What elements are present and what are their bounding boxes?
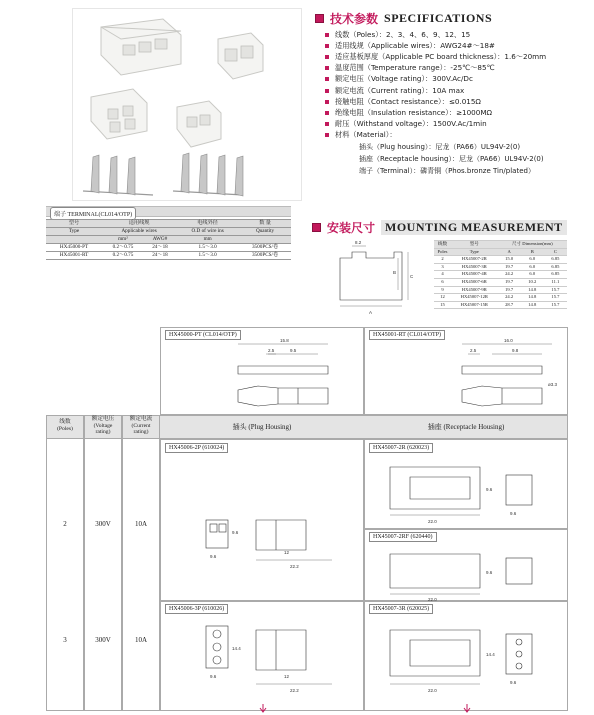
spec-item: 材料（Material）：	[325, 130, 590, 141]
table-unit-row: mm² AWG# mm	[46, 236, 291, 244]
arrow-down-icon	[258, 704, 268, 714]
row-current: 10A	[134, 636, 148, 644]
row-voltage: 300V	[95, 636, 111, 644]
svg-text:16.0: 16.0	[504, 338, 513, 343]
dimension-table	[434, 240, 567, 309]
row-current: 10A	[134, 520, 148, 528]
section-marker-icon	[312, 223, 321, 232]
spec-item: 耐压（Withstand voltage）：1500V.Ac/1min	[325, 119, 590, 130]
rt-label: HX45001-RT (CL014/OTP)	[369, 330, 445, 340]
bullet-icon	[325, 55, 329, 59]
svg-text:9.6: 9.6	[486, 487, 493, 492]
voltage-col	[84, 415, 122, 711]
table-header-row: Poles Type A B C	[434, 248, 567, 256]
mounting-title-en: MOUNTING MEASUREMENT	[381, 220, 567, 235]
bullet-icon	[325, 66, 329, 70]
spec-item: 绝缘电阻（Insulation resistance）：≥1000MΩ	[325, 107, 590, 118]
plug-3p-label: HX45006-3P (610026)	[165, 604, 228, 614]
poles-header: 线数 (Poles)	[57, 419, 73, 432]
svg-text:22.0: 22.0	[428, 688, 437, 693]
spec-item: 适用线规（Applicable wires）：AWG24#～18#	[325, 40, 590, 51]
receptacle-header: 插座 (Receptacle Housing)	[427, 423, 505, 431]
spec-item: 额定电流（Current rating）：10A max	[325, 85, 590, 96]
svg-text:14.4: 14.4	[232, 646, 241, 651]
current-header: 额定电流 (Current rating)	[129, 416, 153, 435]
spec-list	[325, 29, 590, 141]
table-row: 6 HX45007-6R 19.7 10.2 11.1	[434, 278, 567, 286]
dim-label-right: C	[410, 274, 414, 279]
rec-2rf-label: HX45007-2RF (620440)	[369, 532, 437, 542]
product-photo	[72, 8, 302, 201]
pt-label: HX45000-PT (CL014/OTP)	[165, 330, 241, 340]
mounting-header	[312, 219, 567, 236]
bullet-icon	[325, 100, 329, 104]
rec-2rf-drawing	[370, 544, 560, 604]
section-marker-icon	[315, 14, 324, 23]
rt-terminal-drawing	[372, 338, 562, 412]
dim-label-bottom: A	[369, 310, 373, 315]
rec-2r-label: HX45007-2R (620023)	[369, 443, 433, 453]
rec-3r-drawing	[370, 616, 560, 706]
svg-text:9.6: 9.6	[210, 674, 217, 679]
table-row: HX45000-PT 0.2～0.75 24～18 1.5～3.0 3500PCS/卷	[46, 244, 291, 252]
dim-label-mid: B	[393, 270, 397, 275]
bullet-icon	[325, 44, 329, 48]
plug-2p-drawing	[196, 500, 346, 590]
spec-item: 额定电压（Voltage rating）：300V.Ac/Dc	[325, 74, 590, 85]
voltage-header: 额定电压 (Voltage rating)	[91, 416, 115, 435]
svg-text:22.0: 22.0	[428, 597, 437, 602]
mounting-title-cn: 安装尺寸	[327, 221, 376, 235]
rec-3r-label: HX45007-3R (620025)	[369, 604, 433, 614]
connector-photo-illustration	[73, 9, 303, 202]
table-header-row: 线数 型号 尺寸 Dimension(mm)	[434, 241, 567, 249]
table-row: 15 HX45007-15R 28.7 14.8 15.7	[434, 301, 567, 309]
svg-text:15.8: 15.8	[280, 338, 289, 343]
poles-col	[46, 415, 84, 711]
rec-2r-drawing	[370, 455, 560, 525]
dim-label-top: 8.2	[355, 240, 362, 245]
arrow-down-icon	[462, 704, 472, 714]
spec-item: 温度范围（Temperature range）：-25℃～85℃	[325, 63, 590, 74]
table-row: 12 HX45007-12R 24.2 14.8 15.7	[434, 294, 567, 302]
table-header-row: 型号 适用线规 电线外径 数 量	[46, 220, 291, 228]
spec-item: 接触电阻（Contact resistance）：≤0.015Ω	[325, 96, 590, 107]
bullet-icon	[325, 111, 329, 115]
table-row: HX45001-RT 0.2～0.75 24～18 1.5～3.0 3500PCS/卷	[46, 252, 291, 260]
svg-text:9.8: 9.8	[512, 348, 519, 353]
bullet-icon	[325, 122, 329, 126]
svg-text:ø3.3: ø3.3	[548, 382, 558, 387]
mounting-drawing	[322, 240, 432, 320]
table-row: 9 HX45007-9R 19.7 14.8 15.7	[434, 286, 567, 294]
table-row: 4 HX45007-4R 24.2 6.0 6.85	[434, 271, 567, 279]
svg-text:9.6: 9.6	[486, 570, 493, 575]
current-col	[122, 415, 160, 711]
plug-header: 插头 (Plug Housing)	[232, 423, 292, 431]
row-poles: 3	[63, 636, 67, 644]
svg-text:9.5: 9.5	[290, 348, 297, 353]
material-receptacle: 插座（Receptacle housing）：尼龙（PA66）UL94V-2(0)	[359, 155, 544, 163]
svg-text:9.6: 9.6	[210, 554, 217, 559]
svg-text:22.2: 22.2	[290, 564, 299, 569]
bullet-icon	[325, 133, 329, 137]
material-terminal: 端子（Terminal）：磷青铜（Phos.bronze Tin/plated）	[359, 167, 535, 175]
svg-text:9.6: 9.6	[232, 530, 239, 535]
svg-text:12: 12	[284, 550, 290, 555]
bullet-icon	[325, 89, 329, 93]
row-poles: 2	[63, 520, 67, 528]
table-header-row: Type Applicable wires O.D of wire ins Quantity	[46, 228, 291, 236]
row-voltage: 300V	[95, 520, 111, 528]
material-plug: 插头（Plug housing）：尼龙（PA66）UL94V-2(0)	[359, 143, 521, 151]
svg-text:2.5: 2.5	[470, 348, 477, 353]
svg-text:2.5: 2.5	[268, 348, 275, 353]
spec-title-cn: 技术参数	[330, 12, 379, 26]
pt-terminal-drawing	[168, 338, 358, 412]
plug-2p-label: HX45006-2P (610024)	[165, 443, 228, 453]
svg-text:9.6: 9.6	[510, 511, 517, 516]
terminal-table	[46, 219, 291, 260]
bullet-icon	[325, 77, 329, 81]
svg-text:9.6: 9.6	[510, 680, 517, 685]
svg-text:12: 12	[284, 674, 290, 679]
table-row: 2 HX45007-2R 15.0 6.0 6.85	[434, 256, 567, 264]
spec-header	[315, 10, 492, 27]
svg-text:14.4: 14.4	[486, 652, 495, 657]
svg-text:22.2: 22.2	[290, 688, 299, 693]
svg-text:22.0: 22.0	[428, 519, 437, 524]
spec-item: 适应基板厚度（Applicable PC board thickness）：1.6～20mm	[325, 51, 590, 62]
spec-title-en: SPECIFICATIONS	[384, 11, 493, 25]
bullet-icon	[325, 33, 329, 37]
spec-item: 线数（Poles）：2、3、4、6、9、12、15	[325, 29, 590, 40]
terminal-title: 端子 TERMINAL(CL014/OTP)	[46, 206, 291, 217]
plug-3p-drawing	[196, 616, 346, 711]
table-row: 3 HX45007-3R 19.7 6.0 6.85	[434, 263, 567, 271]
